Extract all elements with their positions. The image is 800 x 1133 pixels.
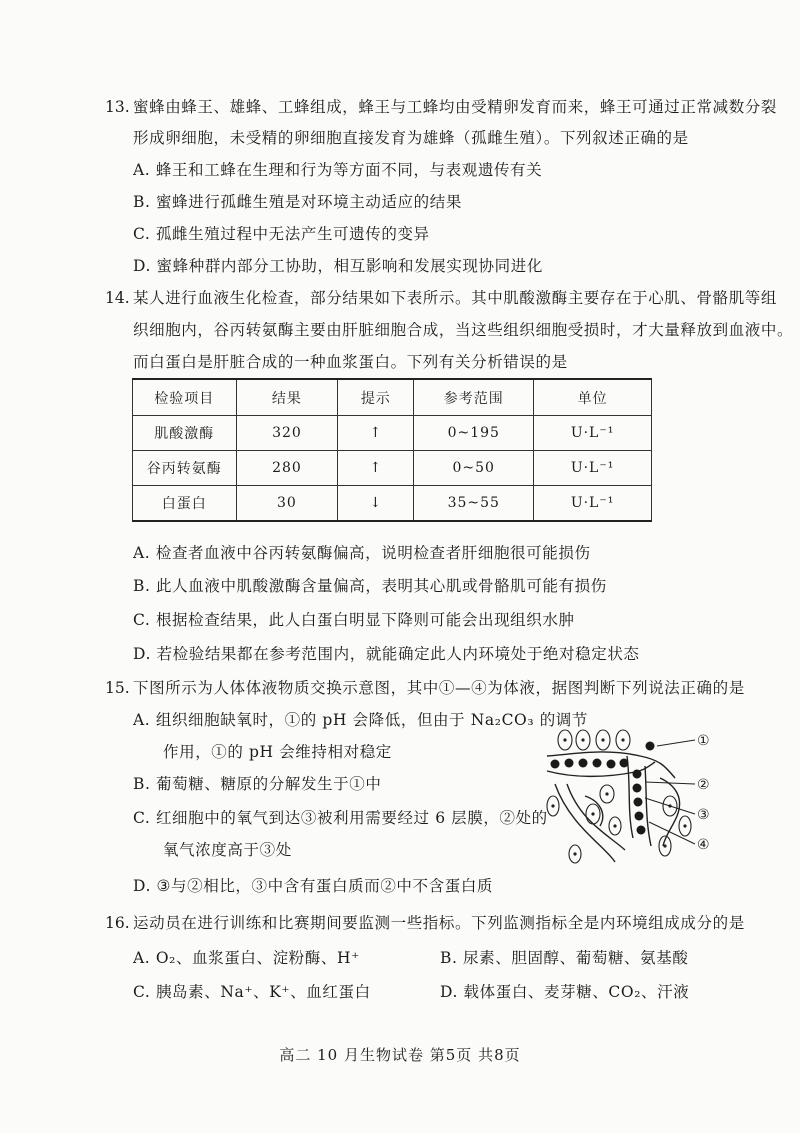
option-b: B. 蜜蜂进行孤雌生殖是对环境主动适应的结果 xyxy=(133,193,462,211)
table-cell: 35~55 xyxy=(414,486,534,522)
diagram-label-1: ① xyxy=(697,733,710,749)
table-header: 检验项目 xyxy=(133,379,237,416)
option-c: C. 孤雌生殖过程中无法产生可遗传的变异 xyxy=(133,225,430,243)
table-cell: U·L⁻¹ xyxy=(534,451,652,486)
option-a-cont: 作用，①的 pH 会维持相对稳定 xyxy=(163,743,392,761)
diagram-label-2: ② xyxy=(697,777,710,793)
question-stem: 运动员在进行训练和比赛期间要监测一些指标。下列监测指标全是内环境组成成分的是 xyxy=(133,914,745,932)
option-a: A. O₂、血浆蛋白、淀粉酶、H⁺ xyxy=(133,949,360,967)
option-c: C. 根据检查结果，此人白蛋白明显下降则可能会出现组织水肿 xyxy=(133,611,575,629)
option-c: C. 胰岛素、Na⁺、K⁺、血红蛋白 xyxy=(133,983,371,1001)
question-stem: 蜜蜂由蜂王、雄蜂、工蜂组成，蜂王与工蜂均由受精卵发育而来，蜂王可通过正常减数分裂 xyxy=(133,98,778,116)
table-row xyxy=(133,486,652,522)
question-number: 14. xyxy=(105,289,130,307)
table-cell: ↑ xyxy=(338,451,414,486)
table-header: 参考范围 xyxy=(414,379,534,416)
option-b: B. 葡萄糖、糖原的分解发生于①中 xyxy=(133,775,382,793)
option-d: D. 若检验结果都在参考范围内，就能确定此人内环境处于绝对稳定状态 xyxy=(133,645,640,663)
table-cell: 0~195 xyxy=(414,416,534,451)
question-number: 16. xyxy=(105,914,130,932)
question-number: 15. xyxy=(105,679,130,697)
diagram-label-4: ④ xyxy=(697,837,710,853)
table-cell: 320 xyxy=(236,416,338,451)
table-cell: 谷丙转氨酶 xyxy=(133,451,237,486)
question-stem: 而白蛋白是肝脏合成的一种血浆蛋白。下列有关分析错误的是 xyxy=(133,353,568,371)
table-cell: 肌酸激酶 xyxy=(133,416,237,451)
option-b: B. 此人血液中肌酸激酶含量偏高，表明其心肌或骨骼肌可能有损伤 xyxy=(133,577,607,595)
table-cell: U·L⁻¹ xyxy=(534,486,652,522)
option-c: C. 红细胞中的氧气到达③被利用需要经过 6 层膜，②处的 xyxy=(133,809,548,827)
option-b: B. 尿素、胆固醇、葡萄糖、氨基酸 xyxy=(440,949,689,967)
table-cell: ↓ xyxy=(338,486,414,522)
table-header: 单位 xyxy=(534,379,652,416)
table-header: 提示 xyxy=(338,379,414,416)
table-row xyxy=(133,416,652,451)
table-cell: 0~50 xyxy=(414,451,534,486)
page-footer: 高二 10 月生物试卷 第5页 共8页 xyxy=(279,1046,521,1064)
diagram-label-3: ③ xyxy=(697,807,710,823)
lab-results-table xyxy=(132,378,652,522)
option-a: A. 蜂王和工蜂在生理和行为等方面不同，与表观遗传有关 xyxy=(133,161,543,179)
question-stem: 某人进行血液生化检查，部分结果如下表所示。其中肌酸激酶主要存在于心肌、骨骼肌等组 xyxy=(133,289,778,307)
question-stem: 形成卵细胞，未受精的卵细胞直接发育为雄蜂（孤雌生殖）。下列叙述正确的是 xyxy=(133,129,689,147)
option-d: D. 载体蛋白、麦芽糖、CO₂、汗液 xyxy=(440,983,690,1001)
option-a: A. 组织细胞缺氧时，①的 pH 会降低，但由于 Na₂CO₃ 的调节 xyxy=(133,711,588,729)
table-row xyxy=(133,451,652,486)
option-d: D. 蜜蜂种群内部分工协助，相互影响和发展实现协同进化 xyxy=(133,257,543,275)
option-a: A. 检查者血液中谷丙转氨酶偏高，说明检查者肝细胞很可能损伤 xyxy=(133,544,591,562)
question-number: 13. xyxy=(105,98,130,116)
table-cell: 280 xyxy=(236,451,338,486)
question-stem: 下图所示为人体体液物质交换示意图，其中①—④为体液，据图判断下列说法正确的是 xyxy=(133,679,745,697)
table-cell: ↑ xyxy=(338,416,414,451)
table-header-row xyxy=(133,379,652,416)
question-stem: 织细胞内，谷丙转氨酶主要由肝脏细胞合成，当这些组织细胞受损时，才大量释放到血液中。 xyxy=(133,321,794,339)
table-cell: 30 xyxy=(236,486,338,522)
table-cell: 白蛋白 xyxy=(133,486,237,522)
option-d: D. ③与②相比，③中含有蛋白质而②中不含蛋白质 xyxy=(133,877,494,895)
table-header: 结果 xyxy=(236,379,338,416)
option-c-cont: 氧气浓度高于③处 xyxy=(163,841,292,859)
body-fluid-diagram xyxy=(545,726,720,866)
table-cell: U·L⁻¹ xyxy=(534,416,652,451)
